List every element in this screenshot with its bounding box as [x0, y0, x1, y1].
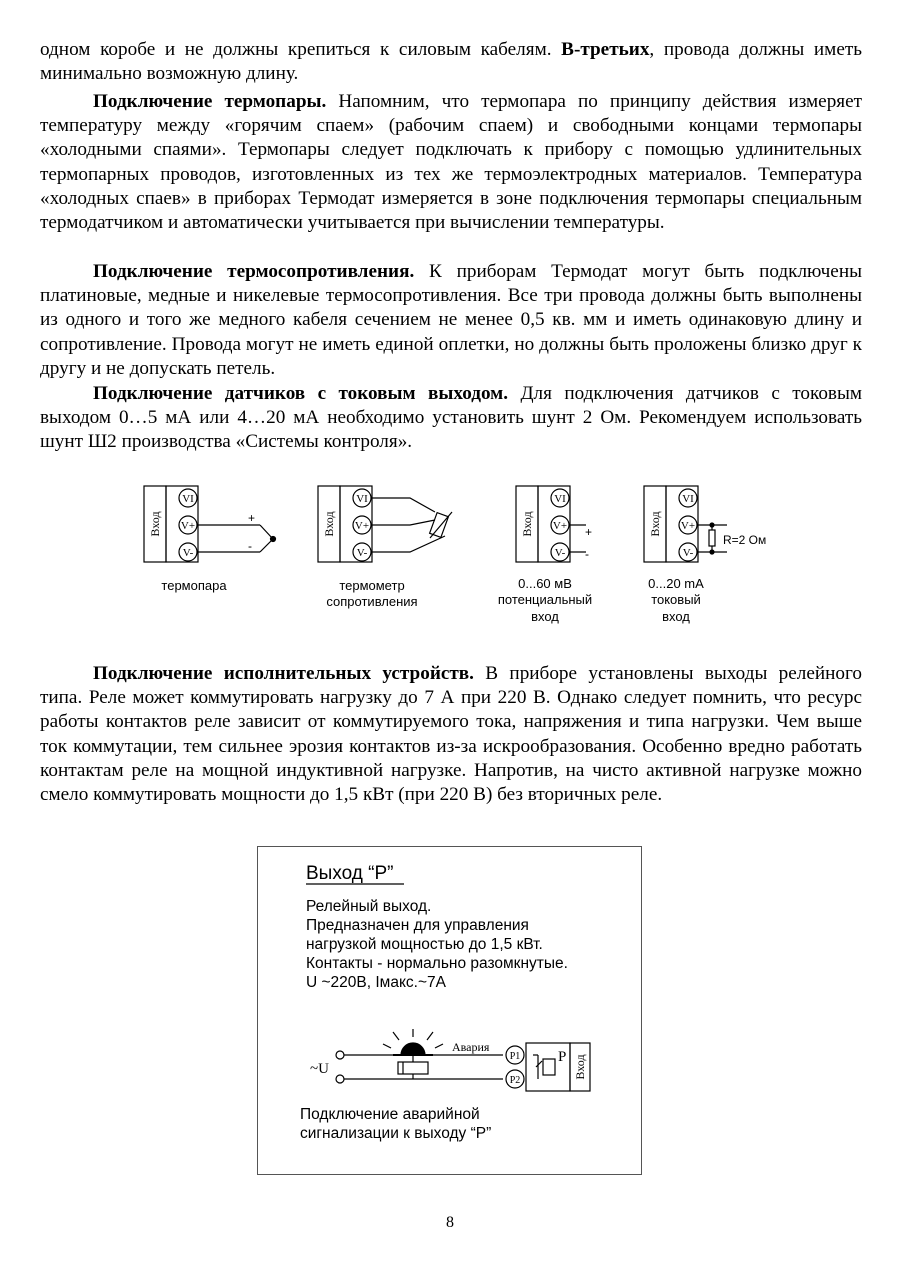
page-number: 8	[446, 1214, 454, 1231]
tc-terminal-vplus: V+	[180, 520, 196, 532]
tc-terminal-vminus: V-	[182, 547, 194, 559]
p1-text-post: , провода должны иметь минимально возможную длину.	[40, 39, 862, 85]
tc-terminal-vi: VI	[182, 493, 194, 505]
tc-minus: -	[248, 539, 252, 553]
heading-thermocouple: Подключение термопары.	[93, 91, 327, 112]
body-thermocouple: Напомним, что термопара по принципу действия измеряет температуру между «горячим спаем» (рабочим спаем) и свободными концами термопары «холодными спаями». Термопары следует подключать к прибору с помощью удлинительных термопарных проводов, изготовленных из тех же термоэлектродных материалов. Температура «холодных спаев» в приборах Термодат измеряется в зоне подключения термопары специальным термодатчиком и автоматически учитывается при вычислении температуры.	[40, 91, 863, 234]
shunt-label: R=2 Ом	[723, 533, 767, 547]
heading-actuators: Подключение исполнительных устройств.	[93, 663, 474, 684]
cur-terminal-vminus: V-	[682, 547, 694, 559]
pot-minus: -	[585, 547, 589, 561]
body-actuators: В приборе установлены выходы релейного типа. Реле может коммутировать нагрузку до 7 А при 220 В. Однако следует помнить, что ресурс работы контактов реле зависит от коммутируемого тока, напряжения и типа нагрузки. Чем выше ток коммутации, тем сильнее эрозия контактов из-за искрообразования. Особенно вредно работать контактам реле на мощной индуктивной нагрузке. Напротив, на чисто активной нагрузке можно смело коммутировать мощности до 1,5 кВт (при 220 В) без вторичных реле.	[40, 663, 862, 806]
caption-pot-line2: потенциальный	[497, 592, 593, 607]
paragraph-actuators	[40, 662, 862, 807]
paragraph-thermocouple	[40, 90, 862, 235]
relay-line-1: Релейный выход.	[306, 898, 432, 915]
caption-cur-line1: 0...20 mA	[648, 576, 704, 591]
rtd-terminal-vminus: V-	[356, 547, 368, 559]
alarm-label: Авария	[452, 1040, 490, 1054]
rtd-terminal-vi: VI	[356, 493, 368, 505]
body-rtd: К приборам Термодат могут быть подключены платиновые, медные и никелевые термосопротивления. Все три провода должны быть выполнены из одного и того же медного кабеля сечением не менее 0,5 кв. мм и иметь одинаковую длину и сопротивление. Провода могут не иметь единой оплетки, но должны быть проложены близко друг к другу и не допускать петель.	[40, 261, 862, 379]
p1-text-pre: одном коробе и не должны крепиться к силовым кабелям.	[40, 39, 562, 60]
caption-cur-line2: токовый	[651, 592, 701, 607]
relay-letter: P	[558, 1049, 567, 1065]
paragraph-wires-end	[40, 38, 862, 86]
caption-rtd-line1: термометр	[339, 578, 405, 593]
pot-terminal-vplus: V+	[552, 520, 568, 532]
rtd-block	[318, 486, 452, 562]
tc-plus: +	[248, 511, 256, 525]
cur-terminal-vplus: V+	[680, 520, 696, 532]
thermocouple-block	[144, 486, 276, 562]
voltage-label: ~U	[310, 1061, 329, 1077]
caption-cur-line3: вход	[662, 609, 690, 624]
paragraph-rtd	[40, 260, 862, 381]
rtd-input-label: Вход	[322, 511, 336, 537]
alarm-circuit	[336, 1029, 590, 1091]
rtd-terminal-vplus: V+	[354, 520, 370, 532]
relay-line-5: U ~220В, Iмакс.~7А	[306, 974, 446, 991]
terminal-p1: P1	[509, 1051, 521, 1062]
caption-rtd-line2: сопротивления	[326, 594, 418, 609]
p1-bold-third: В-третьих	[561, 39, 650, 60]
pot-terminal-vi: VI	[554, 493, 566, 505]
relay-caption-line-2: сигнализации к выходу “P”	[300, 1125, 492, 1142]
body-current-sensors: Для подключения датчиков с токовым выходом 0…5 мА или 4…20 мА необходимо установить шунт 2 Ом. Рекомендуем использовать шунт Ш2 производства «Системы контроля».	[40, 383, 863, 453]
cur-terminal-vi: VI	[682, 493, 694, 505]
relay-output-box	[257, 846, 642, 1175]
sensor-wiring-diagram	[130, 478, 780, 630]
relay-input-label: Вход	[573, 1054, 587, 1080]
tc-input-label: Вход	[148, 511, 162, 537]
relay-line-3: нагрузкой мощностью до 1,5 кВт.	[306, 936, 543, 953]
pot-terminal-vminus: V-	[554, 547, 566, 559]
relay-line-2: Предназначен для управления	[306, 917, 529, 934]
relay-line-4: Контакты - нормально разомкнутые.	[306, 955, 568, 972]
relay-caption-line-1: Подключение аварийной	[300, 1106, 480, 1123]
paragraph-current-sensors	[40, 382, 862, 455]
cur-input-label: Вход	[648, 511, 662, 537]
caption-pot-line1: 0...60 мВ	[518, 576, 572, 591]
caption-pot-line3: вход	[531, 609, 559, 624]
pot-plus: +	[585, 525, 593, 539]
terminal-p2: P2	[509, 1075, 521, 1086]
heading-current-sensors: Подключение датчиков с токовым выходом.	[93, 383, 509, 404]
caption-thermocouple: термопара	[161, 578, 227, 593]
pot-input-label: Вход	[520, 511, 534, 537]
relay-title: Выход “P”	[306, 863, 394, 884]
heading-rtd: Подключение термосопротивления.	[93, 261, 415, 282]
